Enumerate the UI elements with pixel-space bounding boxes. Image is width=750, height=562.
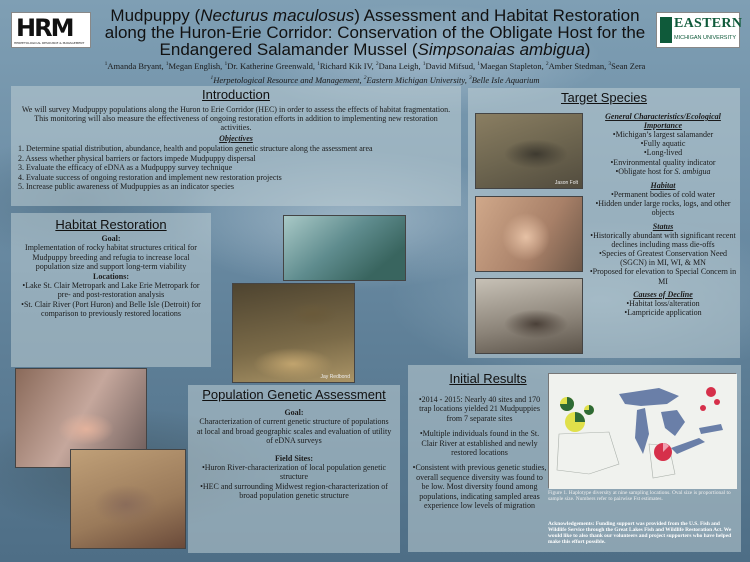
objectives-list	[11, 144, 461, 192]
target-species-panel	[468, 88, 740, 358]
author-name: David Mifsud,	[425, 61, 478, 71]
author-name: Sean Zera	[611, 61, 646, 71]
photo-credit: Jay Redbond	[320, 374, 350, 380]
poster-title	[95, 7, 655, 58]
affiliation-list	[90, 75, 660, 85]
locations-label: Locations:	[93, 271, 129, 281]
result-item: •2014 - 2015: Nearly 40 sites and 170 trap locations yielded 21 Mudpuppies from 7 separate sites	[418, 395, 541, 423]
objective-item: 5. Increase public awareness of Mudpuppies as an indicator species	[18, 182, 234, 191]
causes-of-decline-heading: Causes of Decline	[633, 289, 693, 299]
emu-logo	[656, 12, 743, 48]
mudpuppy-head-photo	[70, 449, 186, 549]
host-prefix: •Obligate host for	[615, 166, 675, 176]
goal-label: Goal:	[101, 234, 121, 243]
acknowledgements: Acknowledgements: Funding support was provided from the U.S. Fish and Wildlife Service through the Great Lakes Fish and Wildlife Restoration Act. We would like to also thank our volunteers and project supporters who have helped make this effort possible.	[548, 521, 732, 545]
great-lakes-map-svg	[549, 374, 737, 489]
habitat-item: •Permanent bodies of cold water	[610, 190, 716, 200]
location-item: •St. Clair River (Port Huron) and Belle Isle (Detroit) for comparison to previously restored locations	[21, 299, 201, 319]
mudpuppy-photo-closeup	[475, 278, 583, 354]
introduction-heading: Introduction	[202, 87, 270, 102]
haplotype-map	[548, 373, 736, 488]
results-list	[412, 395, 547, 516]
target-species-details	[588, 112, 738, 317]
mudpuppy-photo-rock	[475, 113, 583, 189]
objective-item: 4. Evaluate success of ongoing restoration and implement new restoration projects	[18, 172, 282, 182]
objectives-heading: Objectives	[219, 134, 253, 143]
author-name: Dana Leigh,	[378, 61, 423, 71]
characteristic-item: •Michigan’s largest salamander	[612, 130, 714, 139]
title-line3-part1: Endangered Salamander Mussel (	[159, 40, 418, 59]
characteristic-item: •Fully aquatic	[640, 139, 686, 149]
field-sites-label: Field Sites:	[275, 453, 313, 463]
author-affil-number: 2	[545, 61, 549, 67]
habitat-restoration-body	[11, 232, 211, 321]
population-genetic-panel	[188, 385, 400, 553]
underwater-habitat-photo	[232, 283, 355, 383]
habitat-item: •Hidden under large rocks, logs, and other objects	[595, 199, 731, 218]
general-characteristics-heading: General Characteristics/Ecological Importance	[605, 112, 721, 130]
population-genetic-heading: Population Genetic Assessment	[202, 387, 386, 402]
target-species-heading: Target Species	[561, 90, 647, 105]
decline-item: •Lampricide application	[624, 308, 702, 318]
title-line1-part1: Mudpuppy (	[110, 6, 201, 25]
introduction-panel	[11, 86, 461, 206]
author-affil-number: 1	[422, 61, 426, 67]
affiliation-name: Belle Isle Aquarium	[471, 75, 540, 85]
introduction-text: We will survey Mudpuppy populations along the Huron to Erie Corridor (HEC) in order to assess the effects of habitat fragmentation. This monitoring will also measure the effectiveness of ongoing restoration efforts in addition to implementing new restoration activities.	[21, 105, 451, 132]
population-genetic-body	[188, 402, 400, 501]
objective-item: 3. Evaluate the efficacy of eDNA as a Mudpuppy survey technique	[18, 163, 233, 172]
initial-results-heading: Initial Results	[449, 371, 527, 386]
host-species: S. ambigua	[674, 166, 711, 176]
habitat-restoration-heading: Habitat Restoration	[55, 217, 167, 232]
result-item: •Multiple individuals found in the St. Clair River at established and newly restored locations	[419, 429, 540, 458]
title-line3-part2: )	[584, 40, 591, 59]
author-name: Amanda Bryant,	[107, 61, 166, 71]
objective-item: 1. Determine spatial distribution, abundance, health and population genetic structure along the assessment area	[18, 144, 373, 153]
hrm-logo	[11, 12, 91, 48]
author-name: Amber Stedman,	[548, 61, 609, 71]
author-affil-number: 1	[224, 61, 228, 67]
habitat-heading: Habitat	[650, 181, 676, 191]
site-pie	[706, 387, 716, 397]
characteristic-item: •Environmental quality indicator	[610, 157, 716, 167]
rock-structure-photo	[283, 215, 406, 281]
figure-caption: Figure 1. Haplotype diversity at nine sampling locations. Oval size is proportional to sample size. Numbers refer to pairwise Fst estimates.	[548, 490, 731, 502]
mudpuppy-photo-hands	[475, 196, 583, 272]
status-item: •Proposed for elevation to Special Concern in MI	[589, 267, 737, 286]
emu-logo-name: EASTERN	[674, 16, 743, 31]
site-pie	[565, 412, 585, 432]
author-name: Maegan Stapleton,	[480, 61, 546, 71]
affiliation-name: Eastern Michigan University,	[366, 75, 469, 85]
title-line1-part2: ) Assessment and Habitat Restoration	[354, 6, 640, 25]
author-list	[90, 61, 660, 71]
genetic-goal-text: Characterization of current genetic structure of populations at local and broad geographic scales and evaluation of utility of eDNA surveys	[196, 417, 392, 446]
site-pie	[584, 405, 594, 415]
status-item: •Species of Greatest Conservation Need (SGCN) in MI, WI, & MN	[598, 249, 728, 268]
field-site-item: •HEC and surrounding Midwest region-characterization of broad population genetic structure	[200, 481, 388, 501]
emu-logo-subtitle: MICHIGAN UNIVERSITY	[674, 35, 737, 41]
site-pie	[654, 443, 672, 461]
emu-emblem-icon	[660, 17, 672, 43]
objective-item: 2. Assess whether physical barriers or factors impede Mudpuppy dispersal	[18, 153, 256, 163]
hrm-logo-mark: HRM	[16, 14, 73, 42]
site-pie	[560, 397, 574, 411]
habitat-goal-text: Implementation of rocky habitat structures critical for Mudpuppy breeding and refugia to increase local population size and support long-term viability	[25, 243, 197, 272]
site-pie	[714, 399, 720, 405]
author-name: Dr. Katherine Greenwald,	[227, 61, 318, 71]
characteristic-item: •Long-lived	[643, 148, 683, 158]
goal-label: Goal:	[284, 408, 304, 417]
decline-item: •Habitat loss/alteration	[626, 298, 700, 308]
author-name: Richard Kik IV,	[319, 61, 376, 71]
title-line2: along the Huron-Erie Corridor: Conservation of the Obligate Host for the	[104, 23, 646, 42]
affiliation-number: 3	[468, 75, 472, 81]
author-name: Megan English,	[168, 61, 225, 71]
author-affil-number: 3	[608, 61, 612, 67]
author-affil-number: 1	[104, 61, 108, 67]
result-item: •Consistent with previous genetic studies, overall sequence diversity was found to be low. Most diversity found among populations, indicating sampled areas experience low levels of migration	[412, 463, 547, 511]
title-mussel-name: Simpsonaias ambigua	[417, 40, 585, 59]
field-site-item: •Huron River-characterization of local population genetic structure	[201, 463, 387, 482]
initial-results-panel	[408, 365, 741, 552]
affiliation-number: 2	[363, 75, 367, 81]
status-item: •Historically abundant with significant recent declines including mass die-offs	[590, 230, 736, 249]
habitat-restoration-panel	[11, 213, 211, 367]
status-heading: Status	[652, 221, 674, 231]
title-species-name: Necturus maculosus	[200, 6, 355, 25]
hrm-logo-subtitle: HERPETOLOGICAL RESOURCE & MANAGEMENT	[14, 41, 85, 45]
photo-credit: Jason Folt	[554, 180, 578, 186]
characteristic-item	[588, 167, 738, 176]
author-affil-number: 1	[317, 61, 320, 67]
author-affil-number: 1	[477, 61, 481, 67]
location-item: •Lake St. Clair Metropark and Lake Erie Metropark for pre- and post-restoration analysis	[22, 281, 200, 300]
site-pie	[700, 405, 706, 411]
affiliation-number: 1	[210, 75, 214, 81]
author-affil-number: 1	[165, 61, 169, 67]
affiliation-name: Herpetological Resource and Management,	[213, 75, 364, 85]
author-affil-number: 2	[375, 61, 379, 67]
